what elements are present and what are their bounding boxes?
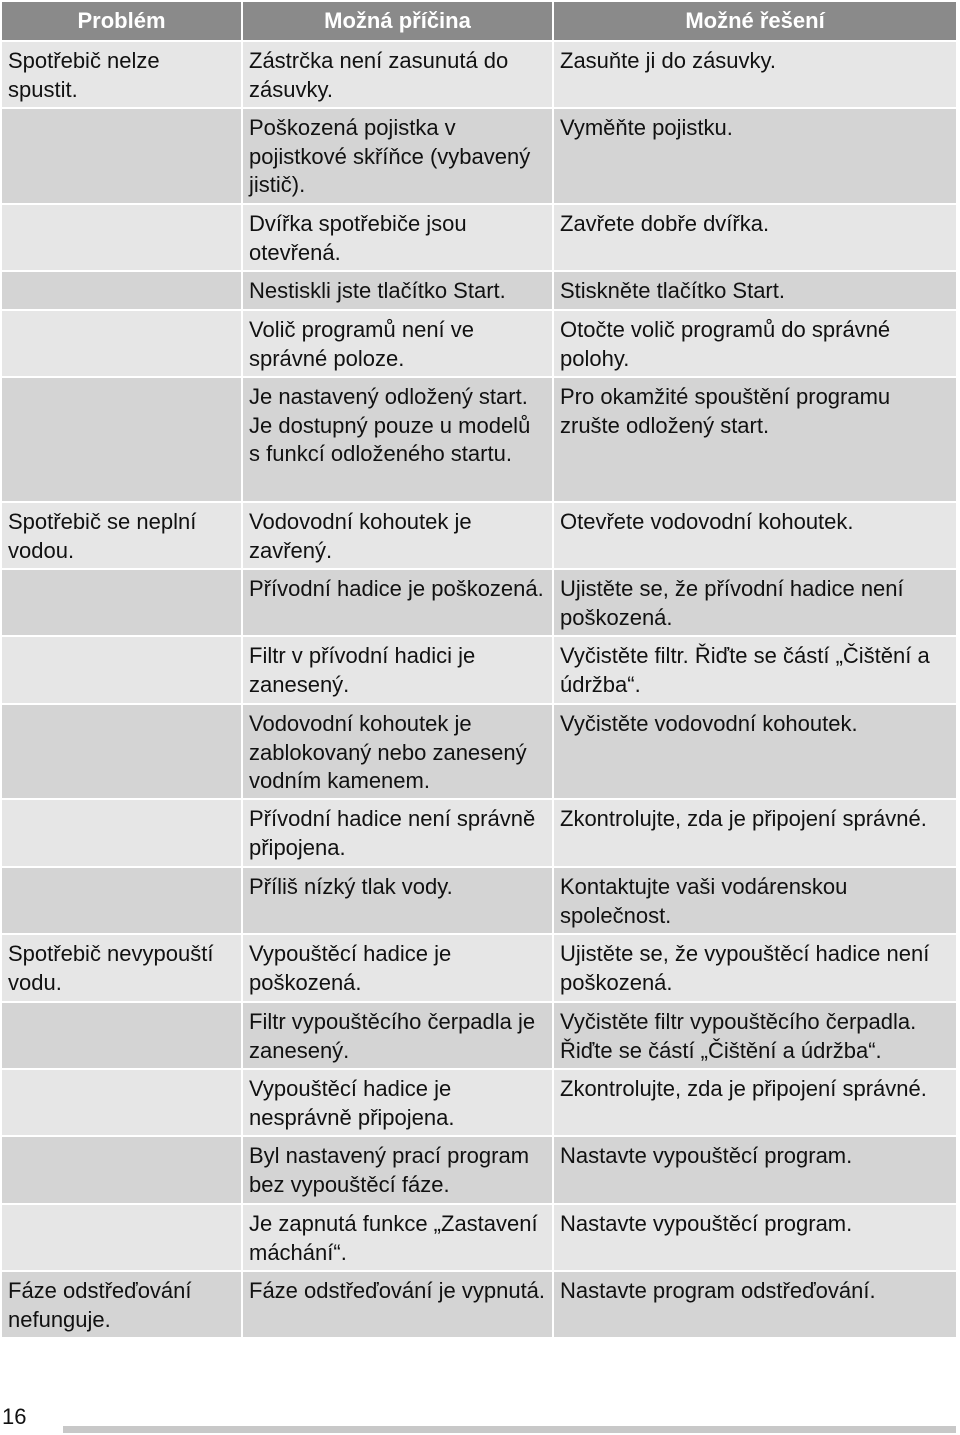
table-cell-problem: [2, 570, 241, 635]
table-cell-solution: Vyčistěte filtr vypouštěcího čerpadla. Řiďte se částí „Čištění a údržba“.: [554, 1003, 956, 1068]
table-cell-solution: Nastavte vypouštěcí program.: [554, 1205, 956, 1270]
column-header-problem: Problém: [2, 2, 241, 40]
table-cell-problem: Spotřebič nevypouští vodu.: [2, 935, 241, 1001]
table-cell-solution: Vyčistěte vodovodní kohoutek.: [554, 705, 956, 798]
table-cell-cause: Přívodní hadice je poškozená.: [243, 570, 552, 635]
column-header-cause: Možná příčina: [243, 2, 552, 40]
table-cell-problem: Spotřebič nelze spustit.: [2, 42, 241, 107]
table-cell-problem: [2, 109, 241, 203]
table-cell-cause: Příliš nízký tlak vody.: [243, 868, 552, 933]
table-cell-cause: Vypouštěcí hadice je nesprávně připojena.: [243, 1070, 552, 1135]
table-cell-problem: [2, 800, 241, 866]
column-header-solution: Možné řešení: [554, 2, 956, 40]
table-cell-problem: [2, 311, 241, 376]
table-cell-solution: Otevřete vodovodní kohoutek.: [554, 503, 956, 568]
table-cell-solution: Zkontrolujte, zda je připojení správné.: [554, 1070, 956, 1135]
table-cell-solution: Zasuňte ji do zásuvky.: [554, 42, 956, 107]
table-cell-solution: Ujistěte se, že přívodní hadice není poškozená.: [554, 570, 956, 635]
table-cell-problem: [2, 868, 241, 933]
table-cell-solution: Otočte volič programů do správné polohy.: [554, 311, 956, 376]
table-cell-cause: Zástrčka není zasunutá do zásuvky.: [243, 42, 552, 107]
table-cell-cause: Volič programů není ve správné poloze.: [243, 311, 552, 376]
table-cell-solution: Kontaktujte vaši vodárenskou společnost.: [554, 868, 956, 933]
table-cell-solution: Nastavte program odstřeďování.: [554, 1272, 956, 1337]
table-cell-solution: Zkontrolujte, zda je připojení správné.: [554, 800, 956, 866]
table-cell-problem: [2, 1003, 241, 1068]
table-cell-solution: Nastavte vypouštěcí program.: [554, 1137, 956, 1203]
table-cell-problem: [2, 637, 241, 703]
footer-rule: [63, 1426, 956, 1433]
table-cell-solution: Vyměňte pojistku.: [554, 109, 956, 203]
table-cell-problem: [2, 205, 241, 270]
table-cell-cause: Filtr vypouštěcího čerpadla je zanesený.: [243, 1003, 552, 1068]
table-cell-problem: [2, 1070, 241, 1135]
table-cell-cause: Je nastavený odložený start. Je dostupný pouze u modelů s funkcí odloženého startu.: [243, 378, 552, 501]
table-cell-problem: Fáze odstřeďování nefunguje.: [2, 1272, 241, 1337]
table-cell-solution: Pro okamžité spouštění programu zrušte odložený start.: [554, 378, 956, 501]
table-cell-cause: Nestiskli jste tlačítko Start.: [243, 272, 552, 309]
table-cell-cause: Vypouštěcí hadice je poškozená.: [243, 935, 552, 1001]
table-cell-solution: Ujistěte se, že vypouštěcí hadice není poškozená.: [554, 935, 956, 1001]
table-cell-cause: Byl nastavený prací program bez vypouštěcí fáze.: [243, 1137, 552, 1203]
table-cell-problem: [2, 1205, 241, 1270]
table-cell-cause: Vodovodní kohoutek je zavřený.: [243, 503, 552, 568]
page-number: 16: [2, 1404, 27, 1429]
table-cell-problem: [2, 272, 241, 309]
table-cell-problem: Spotřebič se neplní vodou.: [2, 503, 241, 568]
table-cell-solution: Vyčistěte filtr. Řiďte se částí „Čištění a údržba“.: [554, 637, 956, 703]
table-cell-cause: Je zapnutá funkce „Zastavení máchání“.: [243, 1205, 552, 1270]
table-cell-cause: Přívodní hadice není správně připojena.: [243, 800, 552, 866]
table-cell-cause: Filtr v přívodní hadici je zanesený.: [243, 637, 552, 703]
table-cell-problem: [2, 378, 241, 501]
table-cell-cause: Poškozená pojistka v pojistkové skříňce (vybavený jistič).: [243, 109, 552, 203]
table-cell-solution: Zavřete dobře dvířka.: [554, 205, 956, 270]
table-cell-problem: [2, 1137, 241, 1203]
table-cell-cause: Fáze odstřeďování je vypnutá.: [243, 1272, 552, 1337]
table-cell-problem: [2, 705, 241, 798]
table-cell-cause: Vodovodní kohoutek je zablokovaný nebo zanesený vodním kamenem.: [243, 705, 552, 798]
table-cell-solution: Stiskněte tlačítko Start.: [554, 272, 956, 309]
table-cell-cause: Dvířka spotřebiče jsou otevřená.: [243, 205, 552, 270]
